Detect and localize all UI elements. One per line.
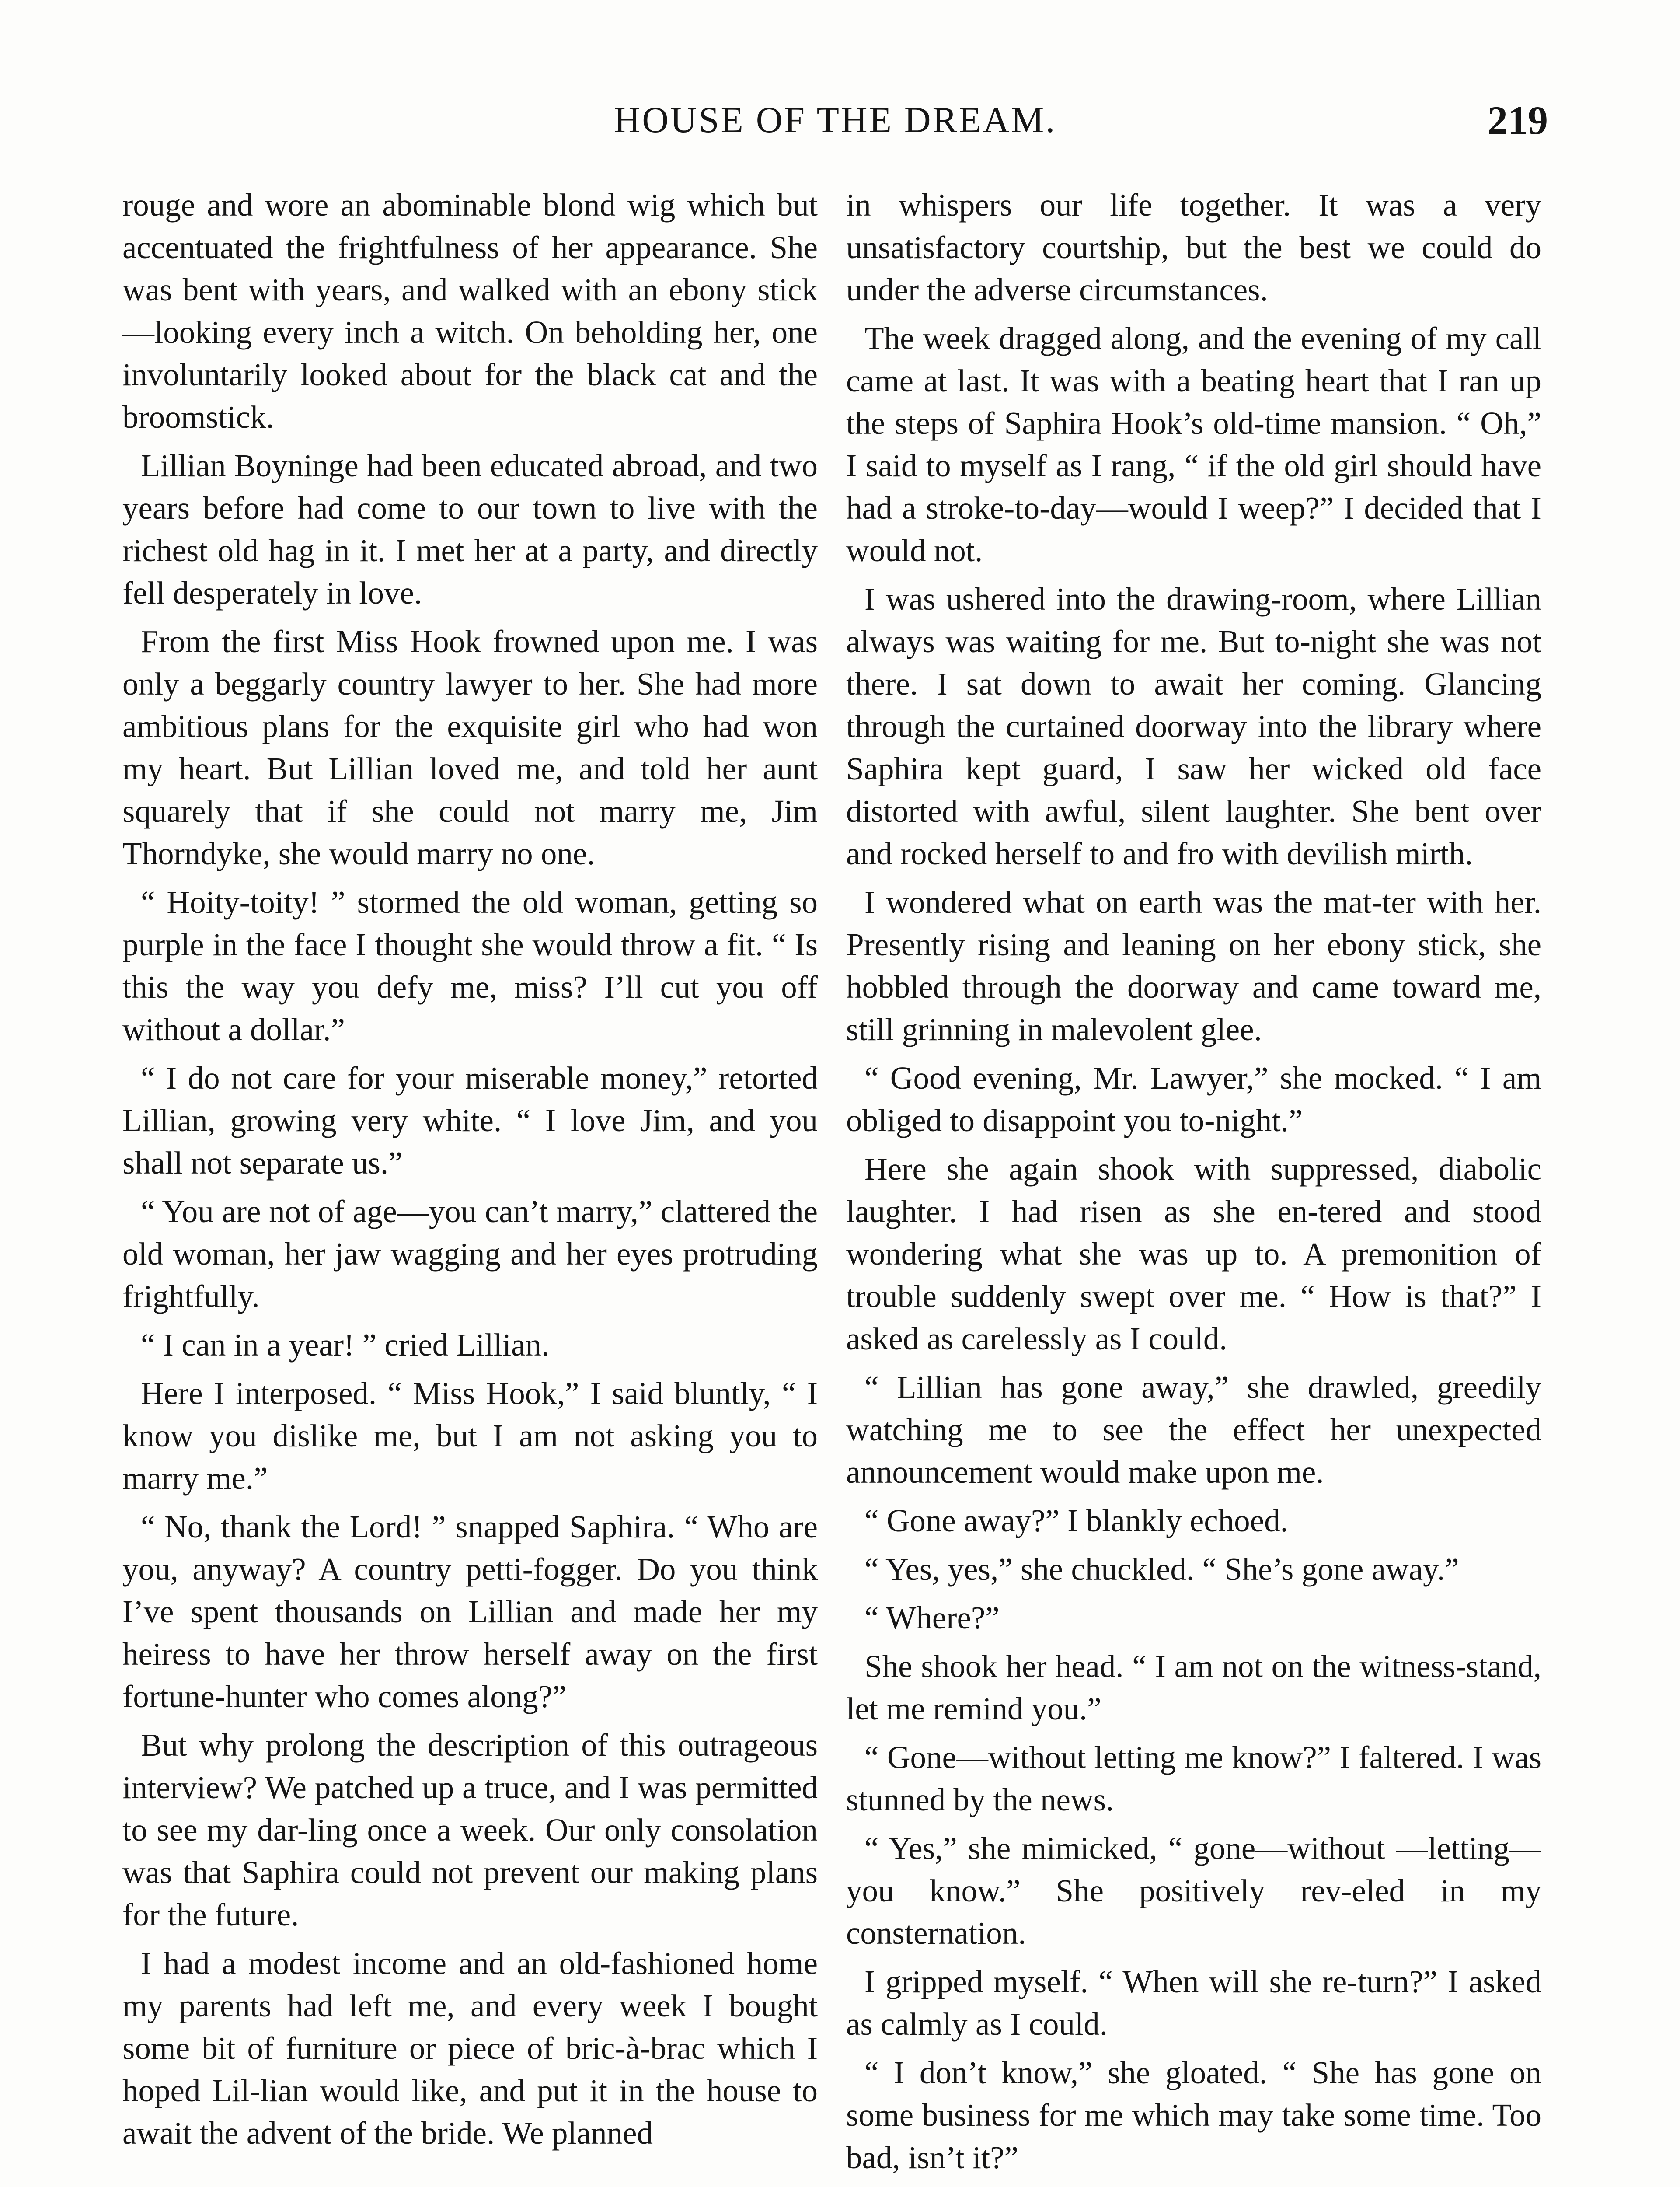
paragraph: The week dragged along, and the evening of my call came at last. It was with a beating heart that I ran up the steps of Saphira Hook’s old-time mansion. “ Oh,” I said to myself as I rang, “ if the old girl should have had a stroke-to-day—would I weep?” I decided that I would not. xyxy=(846,321,1541,568)
paragraph: “ No, thank the Lord! ” snapped Saphira. “ Who are you, anyway? A country petti-fogger. Do you think I’ve spent thousands on Lillian and made her my heiress to have her throw herself away on the first fortune-hunter who comes along?” xyxy=(122,1509,818,1714)
paragraph: Lillian Boyninge had been educated abroad, and two years before had come to our town to live with the richest old hag in it. I met her at a party, and directly fell desperately in love. xyxy=(122,448,818,611)
paragraph: “ I can in a year! ” cried Lillian. xyxy=(141,1327,550,1363)
paragraph: I gripped myself. “ When will she re-turn?” I asked as calmly as I could. xyxy=(846,1964,1541,2042)
left-column xyxy=(122,184,818,2187)
paragraph: “ Hoity-toity! ” stormed the old woman, getting so purple in the face I thought she would throw a fit. “ Is this the way you defy me, miss? I’ll cut you off without a dollar.” xyxy=(122,884,818,1047)
paragraph: I was ushered into the drawing-room, where Lillian always was waiting for me. But to-night she was not there. I sat down to await her coming. Glancing through the curtained doorway into the library where Saphira kept guard, I saw her wicked old face distorted with awful, silent laughter. She bent over and rocked herself to and fro with devilish mirth. xyxy=(846,581,1541,871)
paragraph: But why prolong the description of this outrageous interview? We patched up a truce, and I was permitted to see my dar-ling once a week. Our only consolation was that Saphira could not prevent our making plans for the future. xyxy=(122,1727,818,1932)
paragraph: “ Yes,” she mimicked, “ gone—without —letting—you know.” She positively rev-eled in my consternation. xyxy=(846,1831,1541,1951)
paragraph: in whispers our life together. It was a very unsatisfactory courtship, but the best we could do under the adverse circumstances. xyxy=(846,187,1541,307)
paragraph: Here she again shook with suppressed, diabolic laughter. I had risen as she en-tered and stood wondering what she was up to. A premonition of trouble suddenly swept over me. “ How is that?” I asked as carelessly as I could. xyxy=(846,1151,1541,1356)
paragraph: I had a modest income and an old-fashioned home my parents had left me, and every week I bought some bit of furniture or piece of bric-à-brac which I hoped Lil-lian would like, and put it in the house to await the advent of the bride. We planned xyxy=(122,1946,818,2151)
paragraph: Here I interposed. “ Miss Hook,” I said bluntly, “ I know you dislike me, but I am not asking you to marry me.” xyxy=(122,1376,818,1496)
paragraph: “ Where?” xyxy=(864,1600,1000,1635)
paragraph: “ I do not care for your miserable money,” retorted Lillian, growing very white. “ I love Jim, and you shall not separate us.” xyxy=(122,1060,818,1181)
running-title: HOUSE OF THE DREAM. xyxy=(613,100,1057,140)
paragraph: She shook her head. “ I am not on the witness-stand, let me remind you.” xyxy=(846,1649,1541,1726)
paragraph: “ Lillian has gone away,” she drawled, greedily watching me to see the effect her unexpected announcement would make upon me. xyxy=(846,1369,1541,1490)
paragraph: “ Good evening, Mr. Lawyer,” she mocked. “ I am obliged to disappoint you to-night.” xyxy=(846,1060,1541,1138)
paragraph: “ Gone away?” I blankly echoed. xyxy=(864,1503,1288,1538)
paragraph: “ Yes, yes,” she chuckled. “ She’s gone away.” xyxy=(864,1551,1459,1587)
right-column xyxy=(846,184,1541,2187)
paragraph: I wondered what on earth was the mat-ter with her. Presently rising and leaning on her ebony stick, she hobbled through the doorway and came toward me, still grinning in malevolent glee. xyxy=(846,884,1541,1047)
paragraph: “ You are not of age—you can’t marry,” clattered the old woman, her jaw wagging and her eyes protruding frightfully. xyxy=(122,1194,818,1314)
page-number: 219 xyxy=(1488,98,1548,143)
paragraph: rouge and wore an abominable blond wig which but accentuated the frightfulness of her appearance. She was bent with years, and walked with an ebony stick—looking every inch a witch. On beholding her, one involuntarily looked about for the black cat and the broomstick. xyxy=(122,187,818,435)
page-header xyxy=(122,94,1548,155)
paragraph: From the first Miss Hook frowned upon me. I was only a beggarly country lawyer to her. She had more ambitious plans for the exquisite girl who had won my heart. But Lillian loved me, and told her aunt squarely that if she could not marry me, Jim Thorndyke, she would marry no one. xyxy=(122,624,818,871)
paragraph: “ I don’t know,” she gloated. “ She has gone on some business for me which may take some time. Too bad, isn’t it?” xyxy=(846,2055,1541,2175)
paragraph: “ Gone—without letting me know?” I faltered. I was stunned by the news. xyxy=(846,1740,1541,1817)
